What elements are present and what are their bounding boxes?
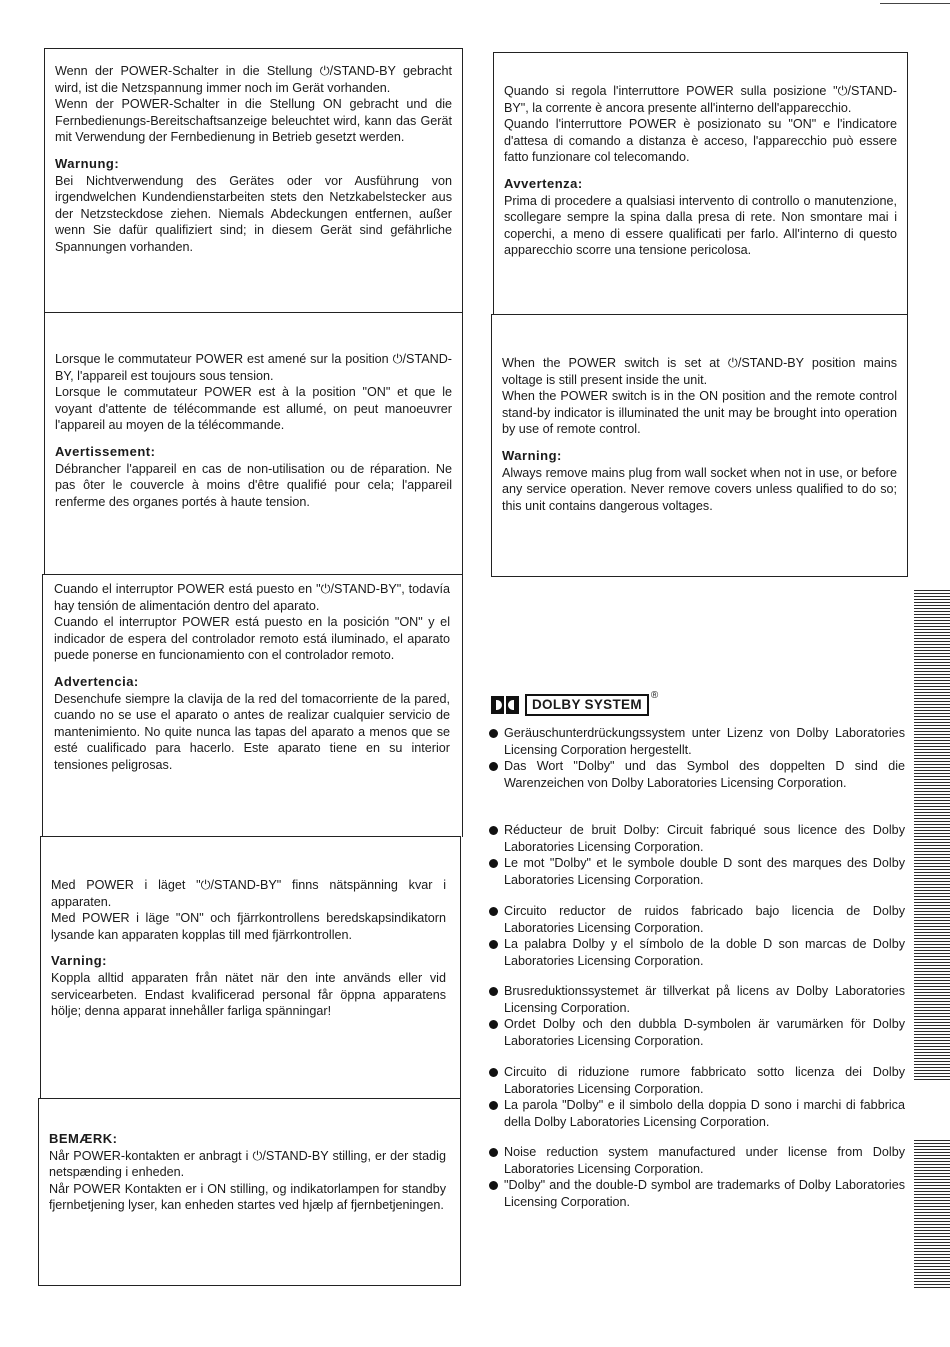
dolby-notice-de <box>487 725 905 791</box>
english-standby-text: When the POWER switch is set at ⏻/STAND-BY position mains voltage is still present inside the unit. <box>502 356 897 387</box>
german-warning-text: Bei Nichtverwendung des Gerätes oder vor Ausführung von irgendwelchen Kundendienstarbeiten stets den Netzkabelstecker aus der Netzsteckdose ziehen. Niemals Abdeckungen entfernen, außer wenn Sie dafür qualifiziert sind; in diesem Gerät sind gefährliche Spannungen vorhanden. <box>55 173 452 254</box>
page-edge-tab-stripes <box>914 1140 950 1290</box>
page-edge-tab-stripes <box>914 590 950 830</box>
spanish-standby-text: Cuando el interruptor POWER está puesto en "⏻/STAND-BY", todavía hay tensión de alimentación dentro del aparato. <box>54 582 450 613</box>
list-item: Ordet Dolby och den dubbla D-symbolen är varumärken för Dolby Laboratories Licensing Corporation. <box>487 1016 905 1049</box>
french-on-text: Lorsque le commutateur POWER est à la position "ON" et que le voyant d'attente de télécommande est allumé, on peut manoeuvrer l'appareil au moyen de la télécommande. <box>55 385 452 433</box>
section-swedish <box>40 837 461 1099</box>
spanish-warning-title: Advertencia: <box>54 673 139 689</box>
danish-standby-text: Når POWER-kontakten er anbragt i ⏻/STAND-BY stilling, er der stadig netspænding i enheden. <box>49 1148 446 1180</box>
dolby-notice-es <box>487 903 905 969</box>
italian-standby-text: Quando si regola l'interruttore POWER sulla posizione "⏻/STAND-BY", la corrente è ancora presente all'interno dell'apparecchio. <box>504 84 897 115</box>
english-warning-title: Warning: <box>502 447 562 463</box>
spanish-warning-text: Desenchufe siempre la clavija de la red del tomacorriente de la pared, cuando no se use el aparato o antes de realizar cualquier servicio de mantenimiento. No quite nunca las tapas del aparato a menos que se esté cualificado para hacerlo. Este aparato tiene en su interior tensiones peligrosas. <box>54 691 450 772</box>
swedish-on-text: Med POWER i läge "ON" och fjärrkontrollens beredskapsindikatorn lysande kan apparaten kopplas till med fjärrkontrollen. <box>51 911 446 942</box>
list-item: Das Wort "Dolby" und das Symbol des doppelten D sind die Warenzeichen von Dolby Laboratories Licensing Corporation. <box>487 758 905 791</box>
dolby-logo-text: DOLBY SYSTEM <box>525 694 649 716</box>
swedish-warning-text: Koppla alltid apparaten från nätet när den inte används eller vid servicearbeten. Endast kvalificerad personal får öppna apparatens hölje; denna apparat innehåller farliga spänningar! <box>51 970 446 1019</box>
french-warning-text: Débrancher l'appareil en cas de non-utilisation ou de réparation. Ne pas ôter le couvercle à moins d'être qualifié pour cela; l'appareil renferme des organes portés à haute tension. <box>55 461 452 509</box>
section-danish <box>38 1099 461 1286</box>
dolby-notice-it <box>487 1064 905 1130</box>
dolby-notice-sv <box>487 983 905 1049</box>
french-warning-title: Avertissement: <box>55 443 156 459</box>
section-english <box>491 315 908 577</box>
german-standby-text: Wenn der POWER-Schalter in die Stellung ⏻/STAND-BY gebracht wird, ist die Netzspannung immer noch im Gerät vorhanden. <box>55 64 452 95</box>
section-german <box>44 48 463 312</box>
danish-warning-title: BEMÆRK: <box>49 1131 118 1146</box>
list-item: Brusreduktionssystemet är tillverkat på licens av Dolby Laboratories Licensing Corporation. <box>487 983 905 1016</box>
section-italian <box>493 52 908 314</box>
spanish-on-text: Cuando el interruptor POWER está puesto en la posición "ON" y el indicador de espera del controlador remoto está iluminado, el aparato puede ponerse en funcionamiento con el controlador remoto. <box>54 615 450 663</box>
french-standby-text: Lorsque le commutateur POWER est amené sur la position ⏻/STAND-BY, l'appareil est toujours sous tension. <box>55 352 452 383</box>
list-item: Le mot "Dolby" et le symbole double D sont des marques des Dolby Laboratories Licensing Corporation. <box>487 855 905 888</box>
danish-on-text: Når POWER Kontakten er i ON stilling, og indikatorlampen for standby fjernbetjening lyser, kan enheden startes ved hjælp af fjernbetjeningen. <box>49 1181 446 1213</box>
english-warning-text: Always remove mains plug from wall socket when not in use, or before any service operation. Never remove covers unless qualified to do so; this unit contains dangerous voltages. <box>502 465 897 513</box>
double-d-icon <box>491 696 519 714</box>
italian-warning-text: Prima di procedere a qualsiasi intervento di controllo o manutenzione, scollegare sempre la spina dalla presa di rete. Non smontare mai i coperchi, a meno di essere qualificati per farlo. All'interno di questo apparecchio scorre una tensione pericolosa. <box>504 193 897 258</box>
list-item: Réducteur de bruit Dolby: Circuit fabriqué sous licence des Dolby Laboratories Licensing Corporation. <box>487 822 905 855</box>
italian-warning-title: Avvertenza: <box>504 175 583 191</box>
swedish-warning-title: Varning: <box>51 953 108 969</box>
list-item: Noise reduction system manufactured under license from Dolby Laboratories Licensing Corporation. <box>487 1144 905 1177</box>
page-edge-tab-stripes <box>914 830 950 1080</box>
german-warning-title: Warnung: <box>55 155 120 171</box>
list-item: La parola "Dolby" e il simbolo della doppia D sono i marchi di fabbrica della Dolby Laboratories Licensing Corporation. <box>487 1097 905 1130</box>
german-on-text: Wenn der POWER-Schalter in die Stellung ON gebracht und die Fernbedienungs-Bereitschaftsanzeige beleuchtet wird, kann das Gerät mit Verwendung der Fernbedienung in Betrieb gesetzt werden. <box>55 97 452 145</box>
list-item: La palabra Dolby y el símbolo de la doble D son marcas de Dolby Laboratories Licensing Corporation. <box>487 936 905 969</box>
top-rule <box>880 3 950 4</box>
section-spanish <box>42 575 463 837</box>
swedish-standby-text: Med POWER i läget "⏻/STAND-BY" finns nätspänning kvar i apparaten. <box>51 878 446 909</box>
list-item: Circuito di riduzione rumore fabbricato sotto licenza dei Dolby Laboratories Licensing Corporation. <box>487 1064 905 1097</box>
italian-on-text: Quando l'interruttore POWER è posizionato su "ON" e l'indicatore d'attesa di comando a distanza è acceso, l'apparecchio può essere fatto funzionare col telecomando. <box>504 117 897 165</box>
dolby-notice-fr <box>487 822 905 888</box>
dolby-system-logo <box>491 690 659 716</box>
list-item: Circuito reductor de ruidos fabricado bajo licencia de Dolby Laboratories Licensing Corporation. <box>487 903 905 936</box>
list-item: Geräuschunterdrückungssystem unter Lizenz von Dolby Laboratories Licensing Corporation hergestellt. <box>487 725 905 758</box>
registered-mark: ® <box>650 690 659 701</box>
english-on-text: When the POWER switch is in the ON position and the remote control stand-by indicator is illuminated the unit may be brought into operation by use of remote control. <box>502 389 897 437</box>
list-item: "Dolby" and the double-D symbol are trademarks of Dolby Laboratories Licensing Corporation. <box>487 1177 905 1210</box>
dolby-notice-en <box>487 1144 905 1210</box>
section-french <box>44 313 463 575</box>
